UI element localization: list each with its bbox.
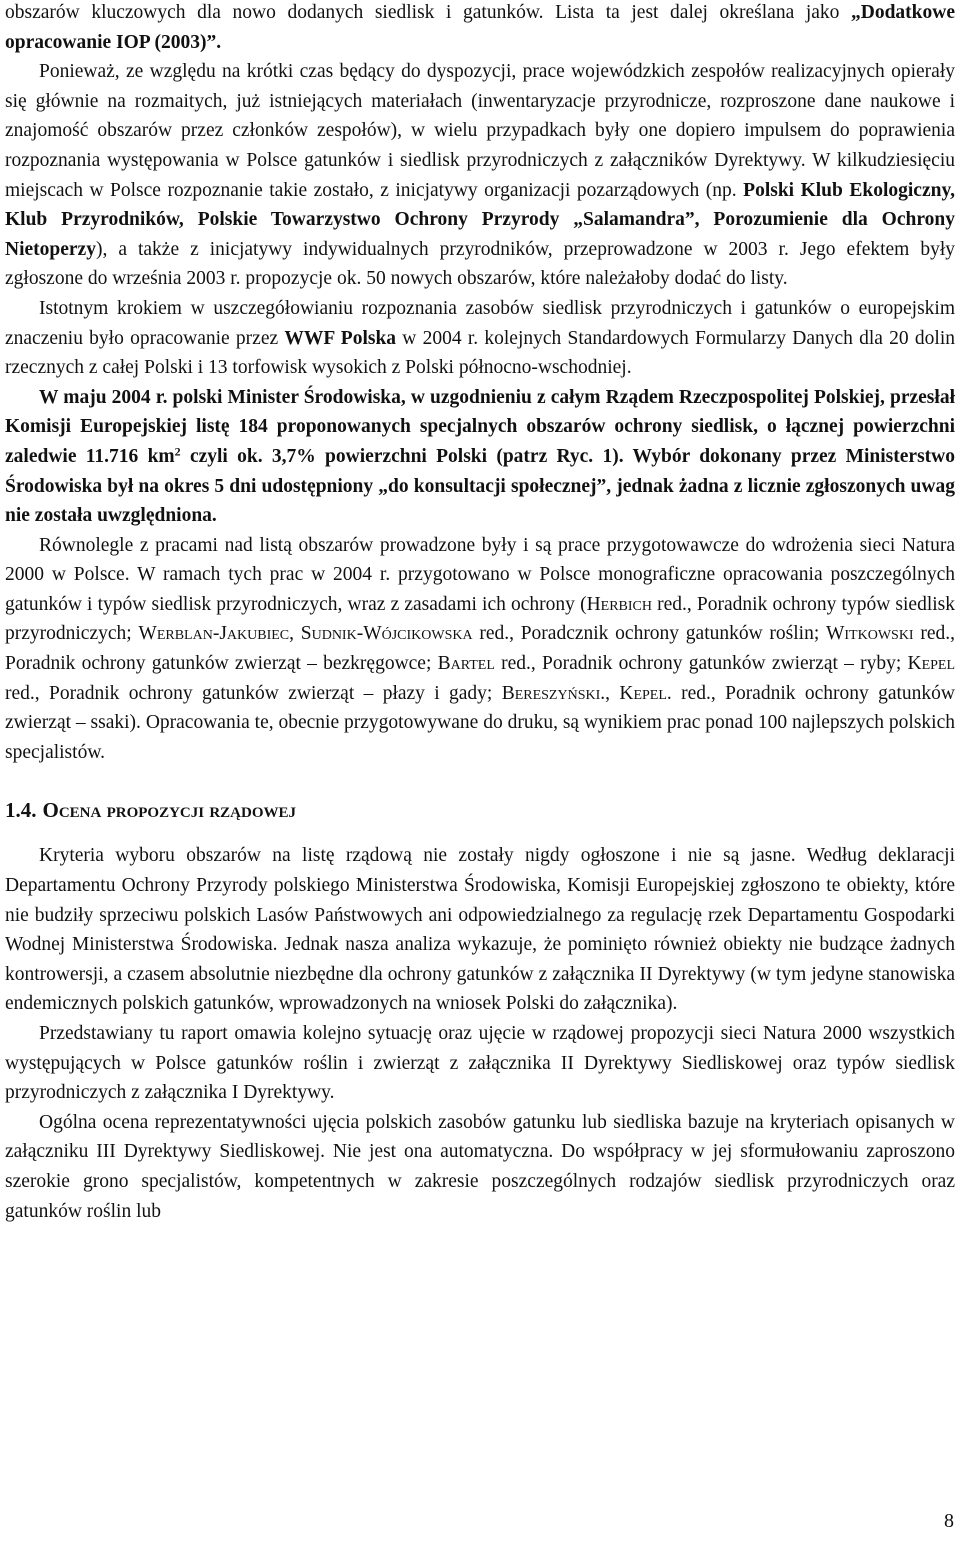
document-page (5, 0, 955, 1226)
paragraph-7: Przedstawiany tu raport omawia kolejno sytuację oraz ujęcie w rządowej propozycji sieci Natura 2000 wszystkich występujących w Polsce gatunków roślin i zwierząt z załącznika II Dyrektywy Siedliskowej oraz typów siedlisk przyrodniczych z załącznika I Dyrektywy. (5, 1023, 955, 1104)
paragraph-text: Równolegle z pracami nad listą obszarów prowadzone były i są prace przygotowawcze do wdrożenia sieci Natura 2000 w Polsce. W ramach tych prac w 2004 r. przygotowano w Polsce monograficzne opracowania poszczególnych gatunków i typów siedlisk przyrodniczych, wraz z zasadami ich ochrony ( (5, 534, 955, 615)
author-name: Kepel (907, 653, 956, 675)
section-title: Ocena propozycji rządowej (42, 798, 297, 823)
paragraph-text: ), a także z inicjatywy indywidualnych przyrodników, przeprowadzone w 2003 r. Jego efektem były zgłoszone do września 2003 r. propozycje ok. 50 nowych obszarów, które należałoby dodać do listy. (5, 238, 955, 290)
paragraph-text: obszarów kluczowych dla nowo dodanych siedlisk i gatunków. Lista ta jest dalej określana jako (5, 2, 851, 23)
paragraph-text: w 2004 r. kolejnych Standardowych Formularzy Danych dla 20 dolin rzecznych z całej Polski i 13 torfowisk wysokich z Polski północno-wschodniej. (5, 327, 955, 379)
paragraph-3 (5, 294, 955, 383)
paragraph-5 (5, 531, 955, 768)
author-name: Herbich (586, 593, 652, 615)
author-name: Kepel. (619, 682, 672, 704)
section-heading (5, 795, 955, 825)
paragraph-text: , (605, 682, 620, 704)
bold-text: W maju 2004 r. polski Minister Środowiska, w uzgodnieniu z całym Rządem Rzeczpospolitej Polskiej, przesłał Komisji Europejskiej listę 184 proponowanych specjalnych obszarów ochrony siedlisk, o łącznej powierzchni zaledwie 11.716 km (5, 386, 955, 467)
paragraph-6: Kryteria wyboru obszarów na listę rządową nie zostały nigdy ogłoszone i nie są jasne. Według deklaracji Departamentu Ochrony Przyrody polskiego Ministerstwa Środowiska, Komisji Europejskiej zgłoszono te obiekty, które nie budziły sprzeciwu polskich Lasów Państwowych ani odpowiedzialnego za regulację rzek Departamentu Gospodarki Wodnej Ministerstwa Środowiska. Jednak nasza analiza wykazuje, że pominięto również obiekty nie budzące żadnych kontrowersji, a czasem absolutnie niezbędne dla ochrony gatunków z załącznika II Dyrektywy (w tym jedyne stanowiska endemicznych polskich gatunków, wprowadzonych na wniosek Polski do załącznika). (5, 845, 955, 1015)
paragraph-text: red., Poradnik ochrony gatunków zwierząt – płazy i gady; (5, 682, 502, 704)
author-name: Sudnik-Wójcikowska (300, 623, 473, 645)
paragraph-text: red., Poradnik ochrony gatunków zwierząt – ssaki). Opracowania te, obecnie przygotowywane do druku, są wynikiem prac ponad 100 najlepszych polskich specjalistów. (5, 682, 955, 763)
paragraph-text: red., Poradcznik ochrony gatunków roślin; (472, 623, 826, 645)
bold-text: „Dodatkowe opracowanie IOP (2003)”. (5, 2, 955, 53)
paragraph-text: red., Poradnik ochrony gatunków zwierząt – ryby; (494, 653, 908, 675)
paragraph-text: red., Poradnik ochrony gatunków zwierząt – bezkręgowce; (5, 623, 955, 675)
section-number: 1.4. (5, 798, 37, 823)
author-name: Witkowski (825, 623, 914, 645)
author-name: Bereszyński. (501, 682, 606, 704)
author-name: Bartel (437, 653, 495, 675)
paragraph-2 (5, 57, 955, 294)
paragraph-text: Istotnym krokiem w uszczegółowianiu rozpoznania zasobów siedlisk przyrodniczych i gatunków o europejskim znaczeniu było opracowanie przez (5, 297, 955, 349)
page-number: 8 (944, 1510, 954, 1532)
paragraph-text: , (289, 623, 301, 645)
paragraph-4 (5, 383, 955, 531)
bold-organizations: Polski Klub Ekologiczny, Klub Przyrodników, Polskie Towarzystwo Ochrony Przyrody „Salamandra”, Porozumienie dla Ochrony Nietoperzy (5, 179, 955, 260)
author-name: Werblan-Jakubiec (138, 623, 290, 645)
paragraph-8: Ogólna ocena reprezentatywności ujęcia polskich zasobów gatunku lub siedliska bazuje na kryteriach opisanych w załączniku III Dyrektywy Siedliskowej. Nie jest ona automatyczna. Do współpracy w jej sformułowaniu zaproszono szerokie grono specjalistów, kompetentnych w zakresie poszczególnych rodzajów siedlisk przyrodniczych oraz gatunków roślin lub (5, 1111, 955, 1222)
paragraph-text: red., Poradnik ochrony typów siedlisk przyrodniczych; (5, 593, 956, 645)
bold-text: WWF Polska (284, 327, 397, 349)
paragraph-text: Ponieważ, ze względu na krótki czas będący do dyspozycji, prace wojewódzkich zespołów realizacyjnych opierały się głównie na rozmaitych, już istniejących materiałach (inwentaryzacje przyrodnicze, rozproszone dane naukowe i znajomość obszarów przez członków zespołów), w wielu przypadkach były one dopiero impulsem do poprawienia rozpoznania występowania w Polsce gatunków i siedlisk przyrodniczych z załączników Dyrektywy. W kilkudziesięciu miejscach w Polsce rozpoznanie takie zostało, z inicjatywy organizacji pozarządowych (np. (5, 61, 955, 201)
paragraph-1 (5, 0, 955, 57)
bold-text: czyli ok. 3,7% powierzchni Polski (patrz Ryc. 1). Wybór dokonany przez Ministerstwo Środowiska był na okres 5 dni udostępniony „do konsultacji społecznej”, jednak żadna z licznie zgłoszonych uwag nie została uwzględniona. (5, 445, 955, 527)
superscript: 2 (174, 444, 181, 459)
